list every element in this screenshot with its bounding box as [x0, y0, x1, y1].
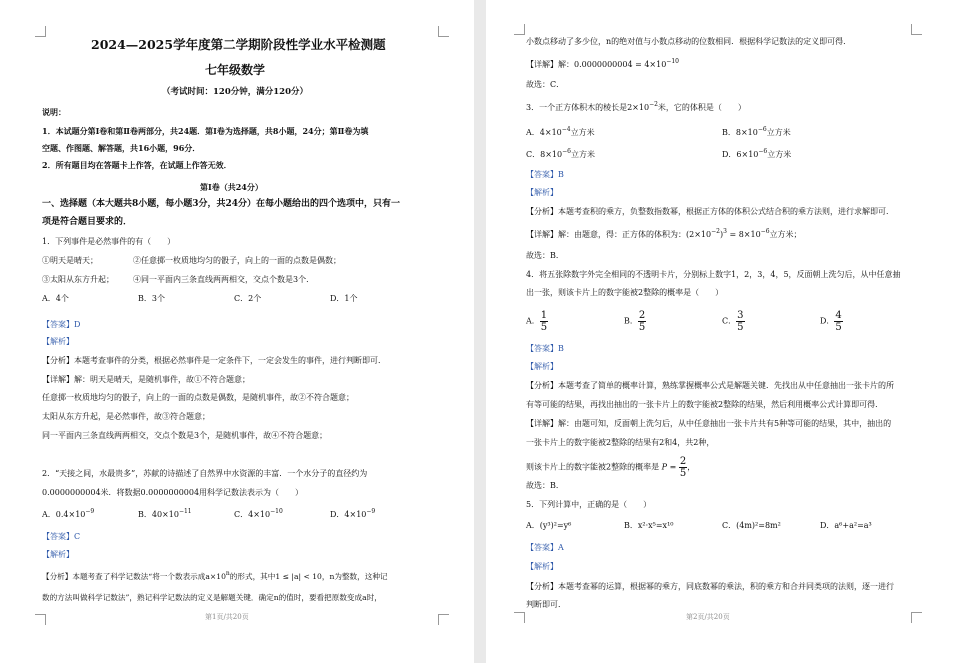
question-stem: 2．“天接之间，水最贵多”，苏献的诗描述了自然界中水资源的丰富．一个水分子的直径约为: [42, 469, 368, 478]
analysis-text: 数的方法叫做科学记数法”，熟记科学记数法的定义是解题关键．确定n的值时，要看把原数变成a时，: [42, 593, 382, 602]
option-c: C．2个: [234, 294, 262, 303]
option-c: C．$8\times 10^{-6}$立方米: [526, 148, 595, 159]
detail-text: 则该卡片上的数字能被2整除的概率是 P = $\frac{2}{5}$ ，: [526, 456, 696, 479]
option-a: A．$4\times 10^{-4}$立方米: [526, 126, 595, 137]
detail-text: 【详解】解：由题可知，反面朝上洗匀后，从中任意抽出一张卡片共有5种等可能的结果，其中，抽出的: [526, 419, 892, 428]
detail-text: 任意掷一枚质地均匀的骰子，向上的一面的点数是偶数，是随机事件，故②不符合题意；: [42, 393, 354, 402]
detail-text: 同一平面内三条直线两两相交，交点个数是3个，是随机事件，故④不符合题意；: [42, 431, 328, 440]
note-line: 1．本试题分第Ⅰ卷和第Ⅱ卷两部分，共24题．第Ⅰ卷为选择题，共8小题，24分；第Ⅱ卷为填: [42, 126, 369, 136]
analysis-text: 【分析】本题考查了科学记数法“将一个数表示成$a\times 10^n$的形式，其中1 ≤ |a| < 10，n为整数，这种记: [42, 570, 388, 581]
part-heading: 一、选择题（本大题共8小题，每小题3分，共24分）在每小题给出的四个选项中，只有一: [42, 199, 401, 209]
option-d: D．a⁶+a²=a³: [820, 521, 872, 530]
answer-label: 【答案】B: [526, 170, 564, 179]
fraction: $\frac{3}{5}$: [737, 310, 744, 333]
fraction: $\frac{1}{5}$: [540, 310, 548, 333]
option-a: A．(y³)²=y⁶: [526, 521, 572, 530]
crop-mark-icon: [35, 26, 46, 37]
detail-text: 故选：B．: [526, 251, 564, 260]
analysis-text: 【分析】本题考查积的乘方，负整数指数幂，根据正方体的体积公式结合积的乘方法则，进行求解即可．: [526, 207, 894, 216]
exam-subtitle: 七年级数学: [205, 63, 266, 77]
crop-mark-icon: [514, 612, 525, 623]
option-d: D． $\frac{4}{5}$: [820, 310, 842, 333]
analysis-text: 有等可能的结果，再找出抽出的一张卡片上的数字能被2整除的结果，然后利用概率公式计算即可得．: [526, 400, 884, 409]
option-a: A． $\frac{1}{5}$: [526, 310, 548, 333]
section-heading: 第Ⅰ卷（共24分）: [200, 182, 263, 192]
detail-text: 故选：C．: [526, 80, 565, 89]
detail-text: 故选：B．: [526, 481, 564, 490]
fraction: $\frac{4}{5}$: [835, 310, 842, 333]
detail-text: 【详解】解：由题意，得：正方体的体积为：$(2\times 10^{-2})^3 = 8\times 10^{-6}$立方米；: [526, 228, 802, 239]
question-stem: 1．下列事件是必然事件的有（ ）: [42, 237, 176, 246]
crop-mark-icon: [438, 26, 449, 37]
question-item: ③太阳从东方升起；: [42, 275, 114, 284]
note-line: 空题、作图题、解答题，共16小题，96分．: [42, 143, 201, 153]
option-b: B．$40\times 10^{-11}$: [138, 508, 192, 519]
option-c: C． $\frac{3}{5}$: [722, 310, 744, 333]
analysis-label: 【解析】: [526, 362, 558, 371]
exam-title: 2024—2025学年度第二学期阶段性学业水平检测题: [91, 37, 386, 52]
note-line: 2．所有题目均在答题卡上作答，在试题上作答无效．: [42, 160, 232, 170]
analysis-text: 【分析】本题考查了简单的概率计算，熟练掌握概率公式是解题关键．先找出从中任意抽出一张卡片的所: [526, 381, 894, 390]
question-stem: 3．一个正方体积木的棱长是$2\times 10^{-2}$米，它的体积是（ ）: [526, 101, 746, 112]
question-item: ①明天是晴天；: [42, 256, 98, 265]
fraction: $\frac{2}{5}$: [638, 310, 646, 333]
detail-text: 小数点移动了多少位，n的绝对值与小数点移动的位数相同．根据科学记数法的定义即可得．: [526, 37, 852, 46]
option-a: A．$0.4\times 10^{-9}$: [42, 508, 95, 519]
crop-mark-icon: [911, 612, 922, 623]
analysis-label: 【解析】: [526, 562, 558, 571]
answer-label: 【答案】D: [42, 320, 81, 329]
document-page-2: [486, 0, 957, 663]
question-stem: 0.0000000004米．将数据0.0000000004用科学记数法表示为（ ）: [42, 488, 304, 497]
option-b: B．$8\times 10^{-6}$立方米: [722, 126, 791, 137]
answer-label: 【答案】B: [526, 344, 564, 353]
crop-mark-icon: [911, 24, 922, 35]
detail-text: 【详解】解：$0.0000000004 = 4\times 10^{-10}$: [526, 58, 679, 69]
detail-text: 一张卡片上的数字能被2整除的结果有2和4，共2种，: [526, 438, 715, 447]
option-b: B．3个: [138, 294, 165, 303]
question-item: ②任意掷一枚质地均匀的骰子，向上的一面的点数是偶数；: [133, 256, 341, 265]
option-b: B．x²·x⁵=x¹⁰: [624, 521, 674, 530]
exam-info: （考试时间：120分钟，满分120分）: [162, 87, 308, 97]
question-stem: 5．下列计算中，正确的是（ ）: [526, 500, 652, 509]
page-footer: 第1页/共20页: [205, 613, 249, 621]
fraction: $\frac{2}{5}$: [679, 456, 687, 479]
question-stem: 出一张，则该卡片上的数字能被2整除的概率是（ ）: [526, 288, 724, 297]
analysis-text: 【分析】本题考查事件的分类，根据必然事件是一定条件下，一定会发生的事件，进行判断即可．: [42, 356, 386, 365]
option-c: C．$4\times 10^{-10}$: [234, 508, 283, 519]
question-item: ④同一平面内三条直线两两相交，交点个数是3个．: [133, 275, 315, 284]
option-d: D．$6\times 10^{-6}$立方米: [722, 148, 792, 159]
analysis-label: 【解析】: [42, 337, 74, 346]
question-stem: 4．将五张除数字外完全相同的不透明卡片，分别标上数字1，2，3，4，5，反面朝上洗匀后，从中任意抽: [526, 270, 901, 279]
page-footer: 第2页/共20页: [686, 613, 730, 621]
part-heading: 项是符合题目要求的．: [42, 217, 133, 227]
option-b: B． $\frac{2}{5}$: [624, 310, 646, 333]
detail-text: 太阳从东方升起，是必然事件，故③符合题意；: [42, 412, 210, 421]
crop-mark-icon: [438, 614, 449, 625]
answer-label: 【答案】A: [526, 543, 564, 552]
analysis-label: 【解析】: [42, 550, 74, 559]
analysis-text: 【分析】本题考查幂的运算，根据幂的乘方，同底数幂的乘法，积的乘方和合并同类项的法则，逐一进行: [526, 582, 894, 591]
crop-mark-icon: [514, 24, 525, 35]
option-d: D．$4\times 10^{-9}$: [330, 508, 376, 519]
analysis-label: 【解析】: [526, 188, 558, 197]
option-d: D．1个: [330, 294, 358, 303]
answer-label: 【答案】C: [42, 532, 81, 541]
crop-mark-icon: [35, 614, 46, 625]
analysis-text: 判断即可．: [526, 600, 566, 609]
option-c: C．(4m)²=8m²: [722, 521, 781, 530]
document-page-1: [0, 0, 474, 663]
note-label: 说明：: [42, 107, 66, 117]
detail-text: 【详解】解：明天是晴天，是随机事件，故①不符合题意；: [42, 375, 250, 384]
option-a: A．4个: [42, 294, 69, 303]
